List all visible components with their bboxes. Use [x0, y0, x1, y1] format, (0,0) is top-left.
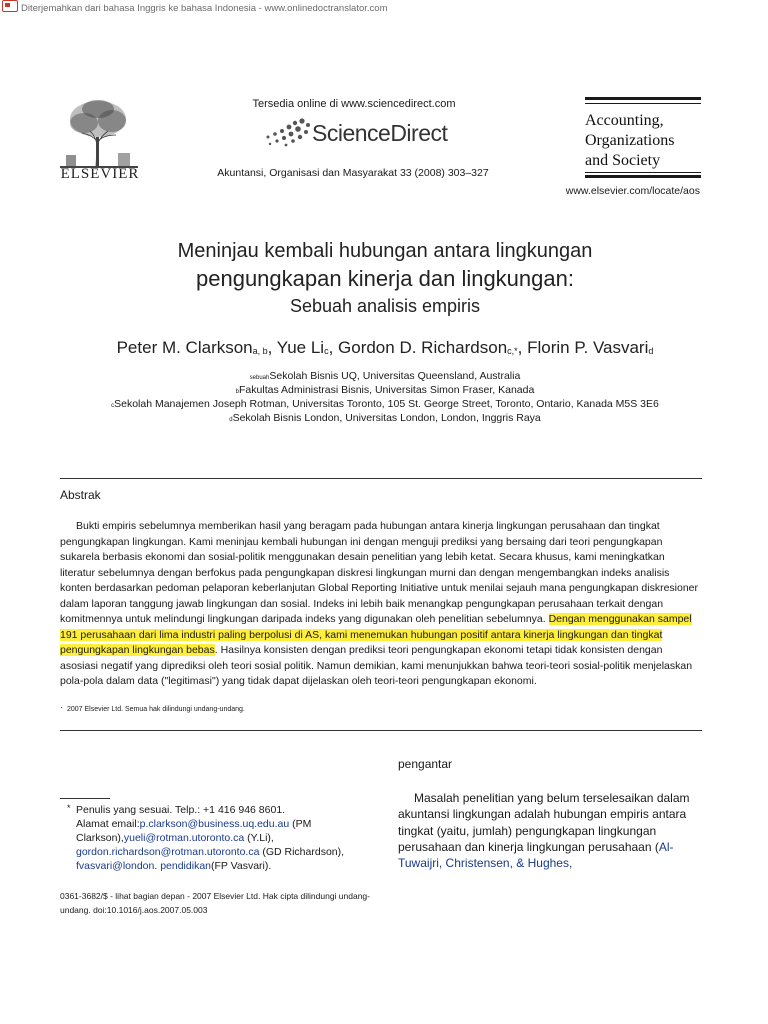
email-owner: (PM Clarkson), [76, 818, 312, 844]
affiliation [40, 370, 730, 382]
author-affiliation-mark: c,* [507, 346, 518, 356]
author-affiliation-mark: c [324, 346, 329, 356]
journal-name [585, 111, 674, 171]
journal-box-rule-top [585, 97, 701, 100]
author-affiliation-mark: d [648, 346, 654, 356]
available-online-text: Tersedia online di www.sciencedirect.com [252, 98, 456, 110]
abstract-paragraph [60, 519, 702, 690]
footnote-rule [60, 798, 110, 799]
corresponding-author-footnote [60, 803, 380, 873]
affiliation-text: Sekolah Manajemen Joseph Rotman, Universitas Toronto, 105 St. George Street, Toronto, Ontario, Kanada M5S 3E6 [114, 398, 659, 410]
sciencedirect-dots-icon [262, 117, 312, 149]
journal-box-rule-top-thin [585, 103, 701, 104]
copyright-text: 2007 Elsevier Ltd. Semua hak dilindungi undang-undang. [67, 706, 245, 713]
introduction-text: Masalah penelitian yang belum terselesaikan dalam akuntansi lingkungan adalah hubungan empiris antara tingkat (yaitu, jumlah) pengungkapan lingkungan perusahaan dan kinerja lingkungan perusahaan ( [398, 791, 690, 854]
paper-subtitle: Sebuah analisis empiris [289, 296, 481, 316]
translator-link[interactable]: www.onlinedoctranslator.com [264, 3, 388, 14]
abstract-bottom-divider [60, 730, 702, 731]
footnote-star: * [67, 803, 71, 813]
translator-banner [2, 0, 388, 14]
abstract-top-divider [60, 478, 702, 479]
affiliation [40, 384, 730, 396]
abstract-copyright [60, 702, 245, 713]
author-separator: , [267, 338, 277, 357]
footnote-phone: Penulis yang sesuai. Telp.: +1 416 946 8601. [76, 804, 286, 816]
introduction-heading: pengantar [398, 757, 453, 771]
introduction-paragraph [398, 790, 704, 871]
sciencedirect-logo-text: ScienceDirect [312, 120, 448, 146]
citation-link[interactable]: Al-Tuwaijri, Christensen, & Hughes, [398, 839, 674, 871]
publisher-name: ELSEVIER [60, 166, 140, 182]
email-link[interactable]: gordon.richardson@rotman.utoronto.ca [76, 846, 260, 858]
journal-box-rule-bottom [585, 175, 701, 178]
paper-title-line-1: Meninjau kembali hubungan antara lingkungan [177, 240, 593, 262]
affiliation-text: Sekolah Bisnis London, Universitas London, London, Inggris Raya [232, 412, 541, 424]
abstract-heading: Abstrak [60, 488, 101, 502]
journal-name-line-3: and Society [585, 152, 661, 169]
affiliation-mark: d [229, 417, 233, 423]
journal-url[interactable]: www.elsevier.com/locate/aos [565, 185, 700, 197]
email-link[interactable]: yueli@rotman.utoronto.ca [123, 832, 245, 844]
author-separator: , [328, 338, 339, 357]
email-label: Alamat email: [76, 818, 140, 830]
journal-name-line-2: Organizations [585, 132, 675, 149]
introduction-body [398, 790, 704, 871]
affiliation [40, 398, 730, 410]
email-owner: (GD Richardson), [259, 846, 345, 858]
translator-logo-icon [2, 0, 18, 12]
author-name: Florin P. Vasvari [527, 338, 649, 357]
affiliation [40, 412, 730, 424]
journal-reference: Akuntansi, Organisasi dan Masyarakat 33 (2008) 303–327 [217, 167, 489, 179]
affiliation-mark: b [235, 389, 240, 395]
email-owner: (FP Vasvari). [211, 860, 272, 872]
copyright-mark-icon: · [60, 702, 63, 712]
affiliation-text: Sekolah Bisnis UQ, Universitas Queensland, Australia [269, 370, 521, 382]
author-affiliation-mark: a, b [252, 346, 268, 356]
elsevier-tree-logo-icon [60, 97, 138, 169]
highlighted-text: Dengan menggunakan sampel 191 perusahaan dari lima industri paling berpolusi di AS, kami menemukan hubungan positif antara kinerja lingkungan dan tingkat pengungkapan lingkungan bebas [60, 613, 692, 656]
abstract-text-continued: . Hasilnya konsisten dengan prediksi teori pengungkapan ekonomi tetapi tidak konsisten dengan asosiasi negatif yang diprediksi oleh teori sosial politik. Namun demikian, kami menunjukkan bahwa teori-teori sosial-politik menjelaskan pola-pola dalam data ("legitimasi") yang tidak dapat dijelaskan oleh teori-teori pengungkapan ekonomi. [60, 644, 693, 687]
email-link[interactable]: fvasvari@london. pendidikan [76, 860, 211, 872]
banner-text: Diterjemahkan dari bahasa Inggris ke bahasa Indonesia - [21, 3, 265, 14]
abstract-body [60, 519, 702, 690]
journal-name-line-1: Accounting, [585, 112, 664, 129]
email-owner: (Y.Li), [244, 832, 274, 844]
abstract-text: Bukti empiris sebelumnya memberikan hasil yang beragam pada hubungan antara kinerja lingkungan perusahaan dan tingkat pengungkapan lingkungan. Kami meninjau kembali hubungan ini dengan menguji prediksi yang bersaing dari teori pengungkapan sukarela berbasis ekonomi dan sosial-politik menggunakan desain penelitian yang lebih ketat. Secara khusus, kami meningkatkan literatur sebelumnya dengan berfokus pada pengungkapan diskresi lingkungan murni dan dengan mengembangkan indeks analisis konten berdasarkan pedoman pelaporan keberlanjutan Global Reporting Initiative untuk menilai sejauh mana pengungkapan diskresioner dalam laporan tanggung jawab lingkungan dan sosial. Indeks ini lebih baik menangkap pengungkapan perusahaan terkait dengan komitmennya untuk melindungi lingkungan daripada indeks yang digunakan oleh penelitian sebelumnya. [60, 520, 699, 625]
journal-box-rule-bottom-thin [585, 172, 701, 173]
affiliation-mark: c [111, 403, 115, 409]
author-separator: , [517, 338, 528, 357]
author-list [40, 338, 730, 358]
affiliation-text: Fakultas Administrasi Bisnis, Universitas Simon Fraser, Kanada [239, 384, 535, 396]
affiliation-mark: sebuah [249, 375, 270, 381]
footnote-text [60, 803, 380, 873]
paper-title-line-2: pengungkapan kinerja dan lingkungan: [196, 266, 574, 291]
author-name: Gordon D. Richardson [338, 338, 508, 357]
author-name: Peter M. Clarkson [116, 338, 253, 357]
author-name: Yue Li [276, 338, 325, 357]
issn-doi-line: 0361-3682/$ - lihat bagian depan - 2007 Elsevier Ltd. Hak cipta dilindungi undang-undang. doi:10.1016/j.aos.2007.05.003 [60, 891, 370, 915]
email-link[interactable]: p.clarkson@business.uq.edu.au [139, 818, 290, 830]
